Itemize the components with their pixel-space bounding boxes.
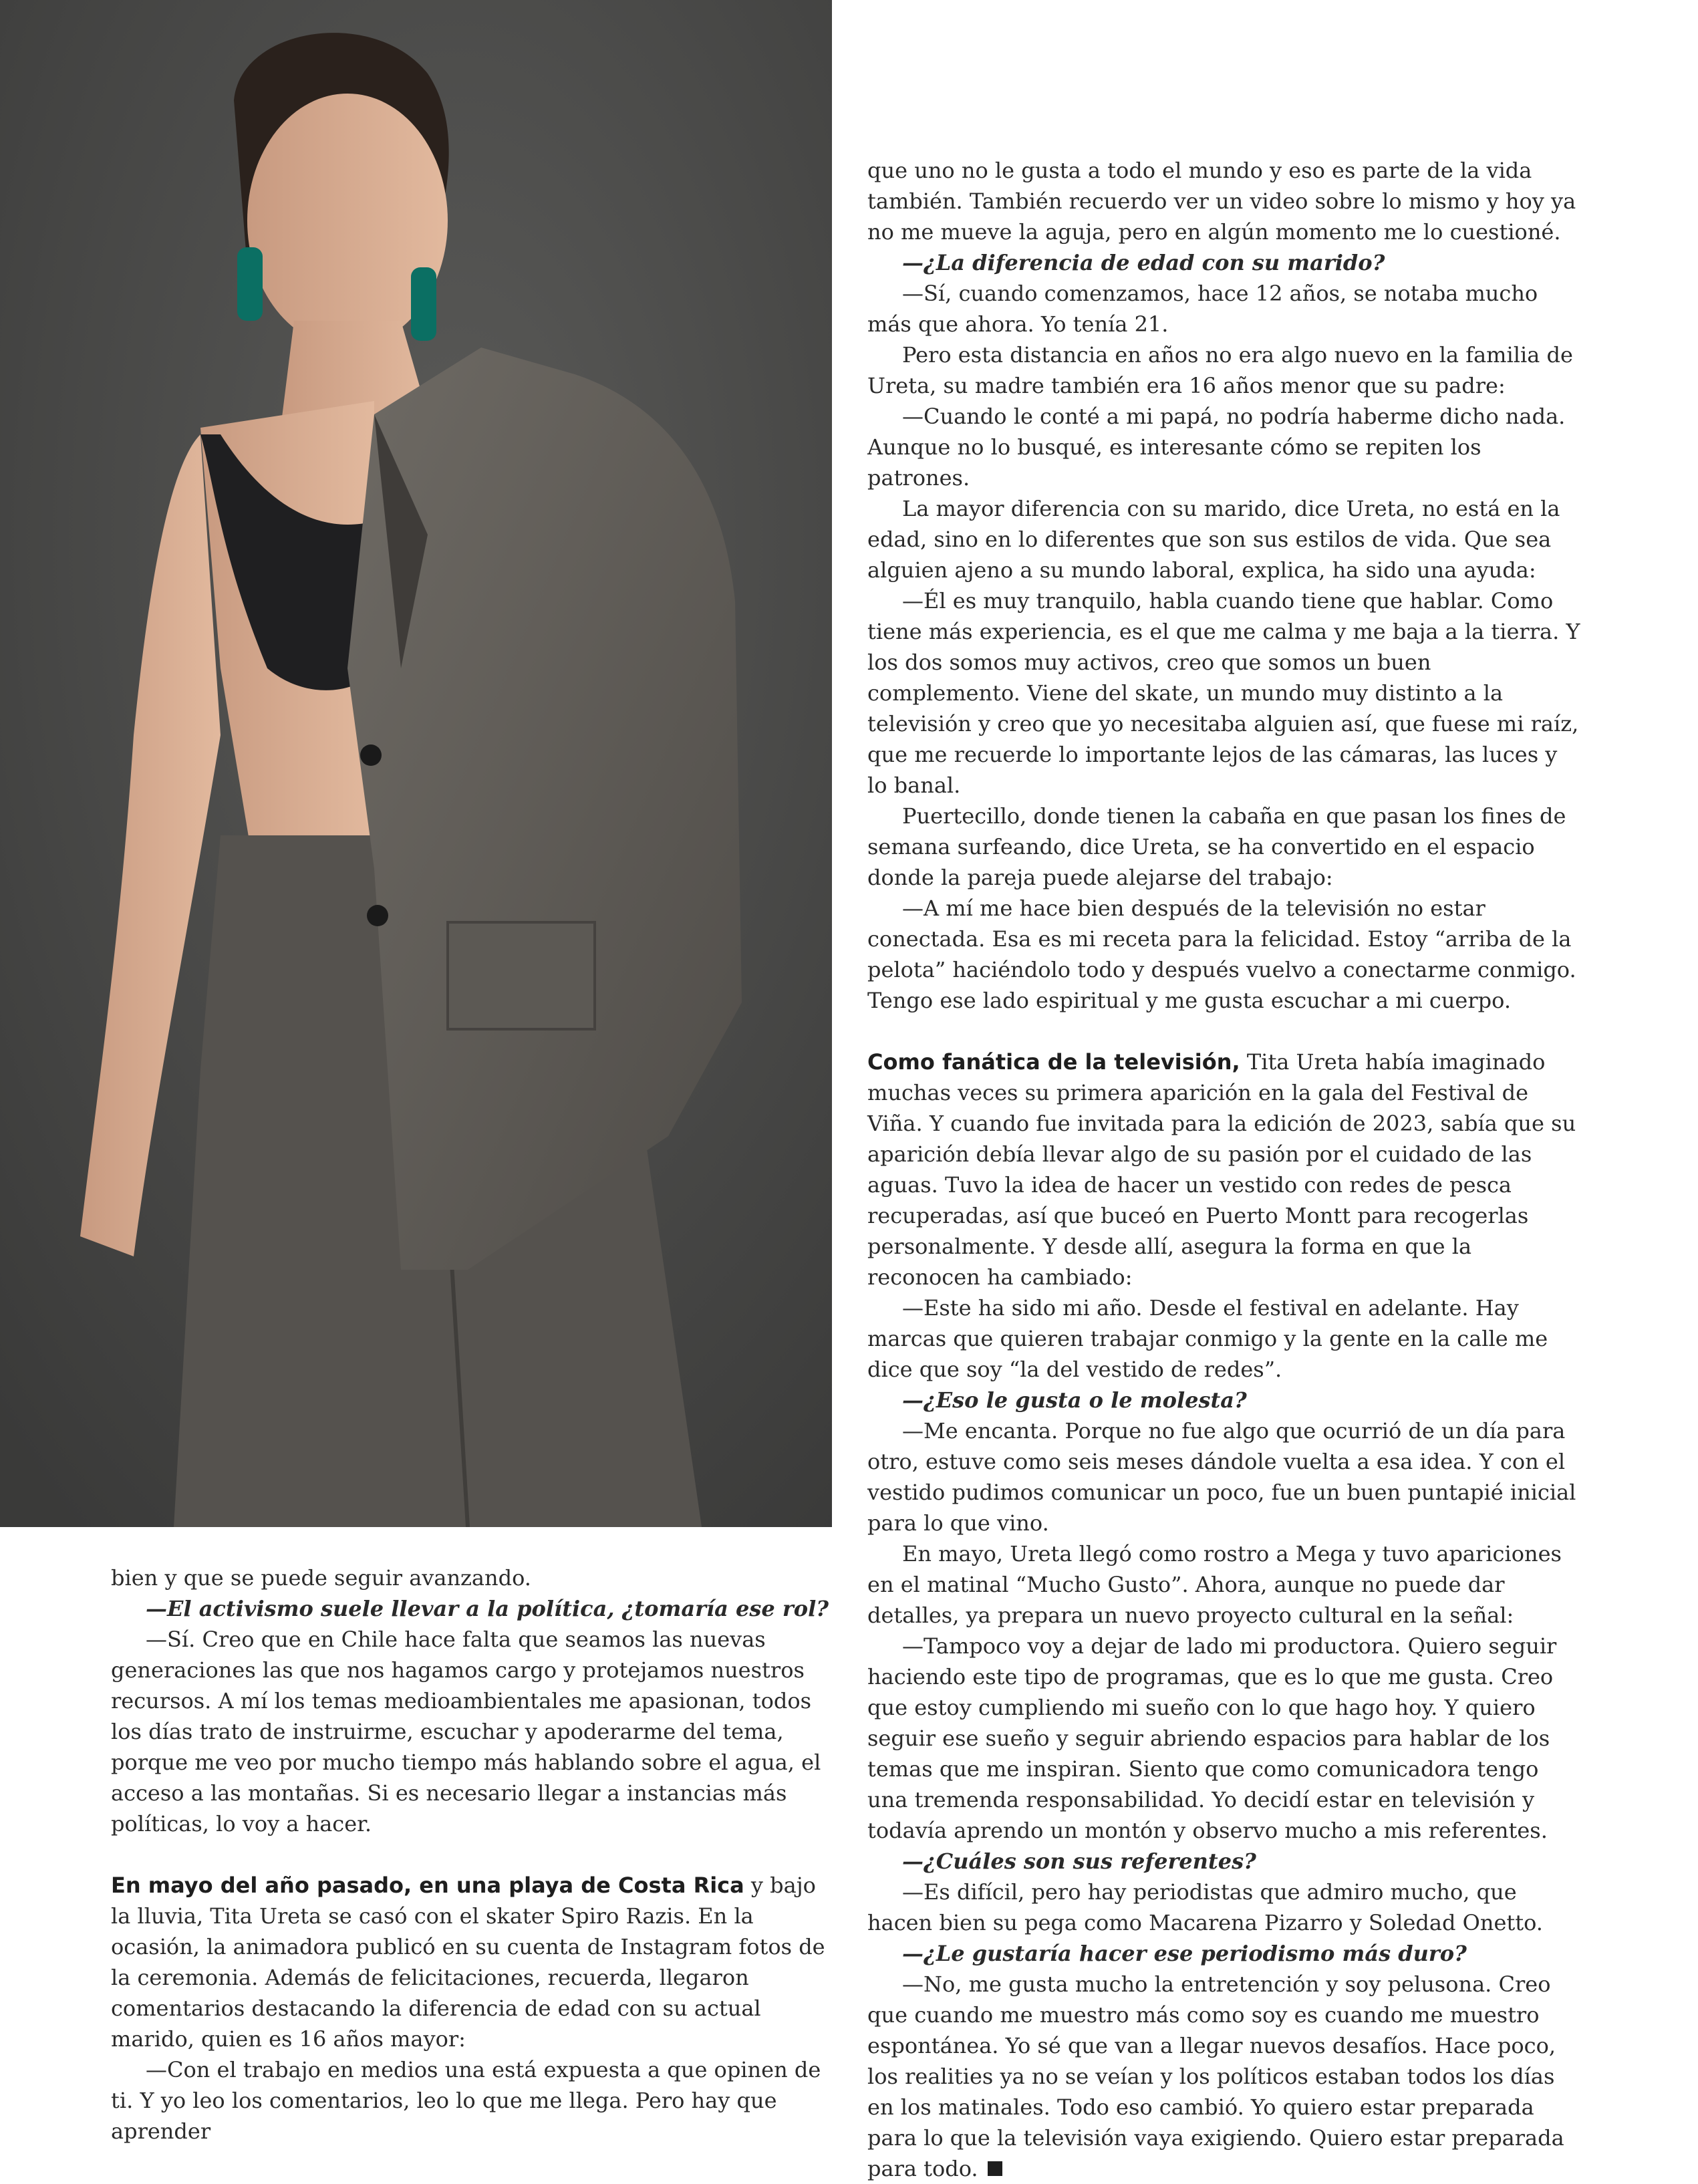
paragraph: —Este ha sido mi año. Desde el festival en adelante. Hay marcas que quieren trabajar conmigo y la gente en la calle me dice que soy “la del vestido de redes”. <box>867 1295 1548 1382</box>
interview-question: —¿Eso le gusta o le molesta? <box>902 1387 1247 1413</box>
paragraph: Pero esta distancia en años no era algo nuevo en la familia de Ureta, su madre también era 16 años menor que su padre: <box>867 342 1573 398</box>
paragraph: que uno no le gusta a todo el mundo y eso es parte de la vida también. También recuerdo ver un video sobre lo mismo y hoy ya no me mueve la aguja, pero en algún momento me lo cuestioné. <box>867 158 1576 245</box>
interview-question: —El activismo suele llevar a la política, ¿tomaría ese rol? <box>146 1596 829 1621</box>
paragraph: —A mí me hace bien después de la televisión no estar conectada. Esa es mi receta para la felicidad. Estoy “arriba de la pelota” haciéndolo todo y después vuelvo a conectarme conmigo. Tengo ese lado espiritual y me gusta escuchar a mi cuerpo. <box>867 896 1576 1013</box>
interview-question: —¿Cuáles son sus referentes? <box>902 1849 1256 1874</box>
portrait-illustration <box>0 0 832 1527</box>
paragraph: —Cuando le conté a mi papá, no podría haberme dicho nada. Aunque no lo busqué, es interesante cómo se repiten los patrones. <box>867 404 1566 491</box>
interview-question: —¿Le gustaría hacer ese periodismo más duro? <box>902 1941 1467 1966</box>
paragraph: —Con el trabajo en medios una está expuesta a que opinen de ti. Y yo leo los comentarios, leo lo que me llega. Pero hay que aprender <box>111 2057 821 2144</box>
interview-question: —¿La diferencia de edad con su marido? <box>902 250 1385 275</box>
paragraph: —Sí, cuando comenzamos, hace 12 años, se notaba mucho más que ahora. Yo tenía 21. <box>867 281 1538 337</box>
paragraph: —Él es muy tranquilo, habla cuando tiene que hablar. Como tiene más experiencia, es el que me calma y me baja a la tierra. Y los dos somos muy activos, creo que somos un buen complemento. Viene del skate, un mundo muy distinto a la televisión y creo que yo necesitaba alguien así, que fuese mi raíz, que me recuerde lo importante lejos de las cámaras, las luces y lo banal. <box>867 588 1580 798</box>
paragraph: En mayo, Ureta llegó como rostro a Mega y tuvo apariciones en el matinal “Mucho Gusto”. Ahora, aunque no puede dar detalles, ya prepara un nuevo proyecto cultural en la señal: <box>867 1541 1562 1628</box>
paragraph: Puertecillo, donde tienen la cabaña en que pasan los fines de semana surfeando, dice Ureta, se ha convertido en el espacio donde la pareja puede alejarse del trabajo: <box>867 803 1566 890</box>
paragraph: —Es difícil, pero hay periodistas que admiro mucho, que hacen bien su pega como Macarena Pizarro y Soledad Onetto. <box>867 1879 1543 1935</box>
paragraph: —Sí. Creo que en Chile hace falta que seamos las nuevas generaciones las que nos hagamos cargo y protejamos nuestros recursos. A mí los temas medioambientales me apasionan, todos los días trato de instruirme, escuchar y apoderarme del tema, porque me veo por mucho tiempo más hablando sobre el agua, el acceso a las montañas. Si es necesario llegar a instancias más políticas, lo voy a hacer. <box>111 1627 821 1836</box>
final-paragraph <box>867 1969 1584 2184</box>
paragraph: bien y que se puede seguir avanzando. <box>111 1565 531 1591</box>
section-lead-paragraph <box>867 1047 1584 1292</box>
final-paragraph-text: —No, me gusta mucho la entretención y soy pelusona. Creo que cuando me muestro más como soy es cuando me muestro espontánea. Yo sé que van a llegar nuevos desafíos. Hace poco, los realities ya no se veían y los políticos estaban todos los días en los matinales. Todo eso cambió. Yo quiero estar preparada para lo que la televisión vaya exigiendo. Quiero estar preparada para todo. <box>867 1971 1564 2181</box>
section-lead-text: Tita Ureta había imaginado muchas veces su primera aparición en la gala del Festival de Viña. Y cuando fue invitada para la edición de 2023, sabía que su aparición debía llevar algo de su pasión por el cuidado de las aguas. Tuvo la idea de hacer un vestido con redes de pesca recuperadas, así que buceó en Puerto Montt para recogerlas personalmente. Y desde allí, asegura la forma en que la reconocen ha cambiado: <box>867 1049 1576 1290</box>
portrait-photo <box>0 0 832 1527</box>
right-article-column <box>867 155 1584 2184</box>
paragraph: —Me encanta. Porque no fue algo que ocurrió de un día para otro, estuve como seis meses dándole vuelta a esa idea. Y con el vestido pudimos comunicar un poco, fue un buen puntapié inicial para lo que vino. <box>867 1418 1576 1536</box>
paragraph: La mayor diferencia con su marido, dice Ureta, no está en la edad, sino en lo diferentes que son sus estilos de vida. Que sea alguien ajeno a su mundo laboral, explica, ha sido una ayuda: <box>867 496 1560 583</box>
end-mark-icon <box>988 2161 1002 2176</box>
section-lead-in: Como fanática de la televisión, <box>867 1049 1240 1075</box>
section-lead-paragraph <box>111 1870 833 2054</box>
paragraph: —Tampoco voy a dejar de lado mi productora. Quiero seguir haciendo este tipo de programas, que es lo que me gusta. Creo que estoy cumpliendo mi sueño con lo que hago hoy. Y quiero seguir ese sueño y seguir abriendo espacios para hablar de los temas que me inspiran. Siento que como comunicadora tengo una tremenda responsabilidad. Yo decidí estar en televisión y todavía aprendo un montón y observo mucho a mis referentes. <box>867 1633 1557 1843</box>
left-article-column <box>111 1562 833 2147</box>
section-lead-text: y bajo la lluvia, Tita Ureta se casó con el skater Spiro Razis. En la ocasión, la animadora publicó en su cuenta de Instagram fotos de la ceremonia. Además de felicitaciones, recuerda, llegaron comentarios destacando la diferencia de edad con su actual marido, quien es 16 años mayor: <box>111 1873 825 2052</box>
section-lead-in: En mayo del año pasado, en una playa de Costa Rica <box>111 1873 744 1898</box>
